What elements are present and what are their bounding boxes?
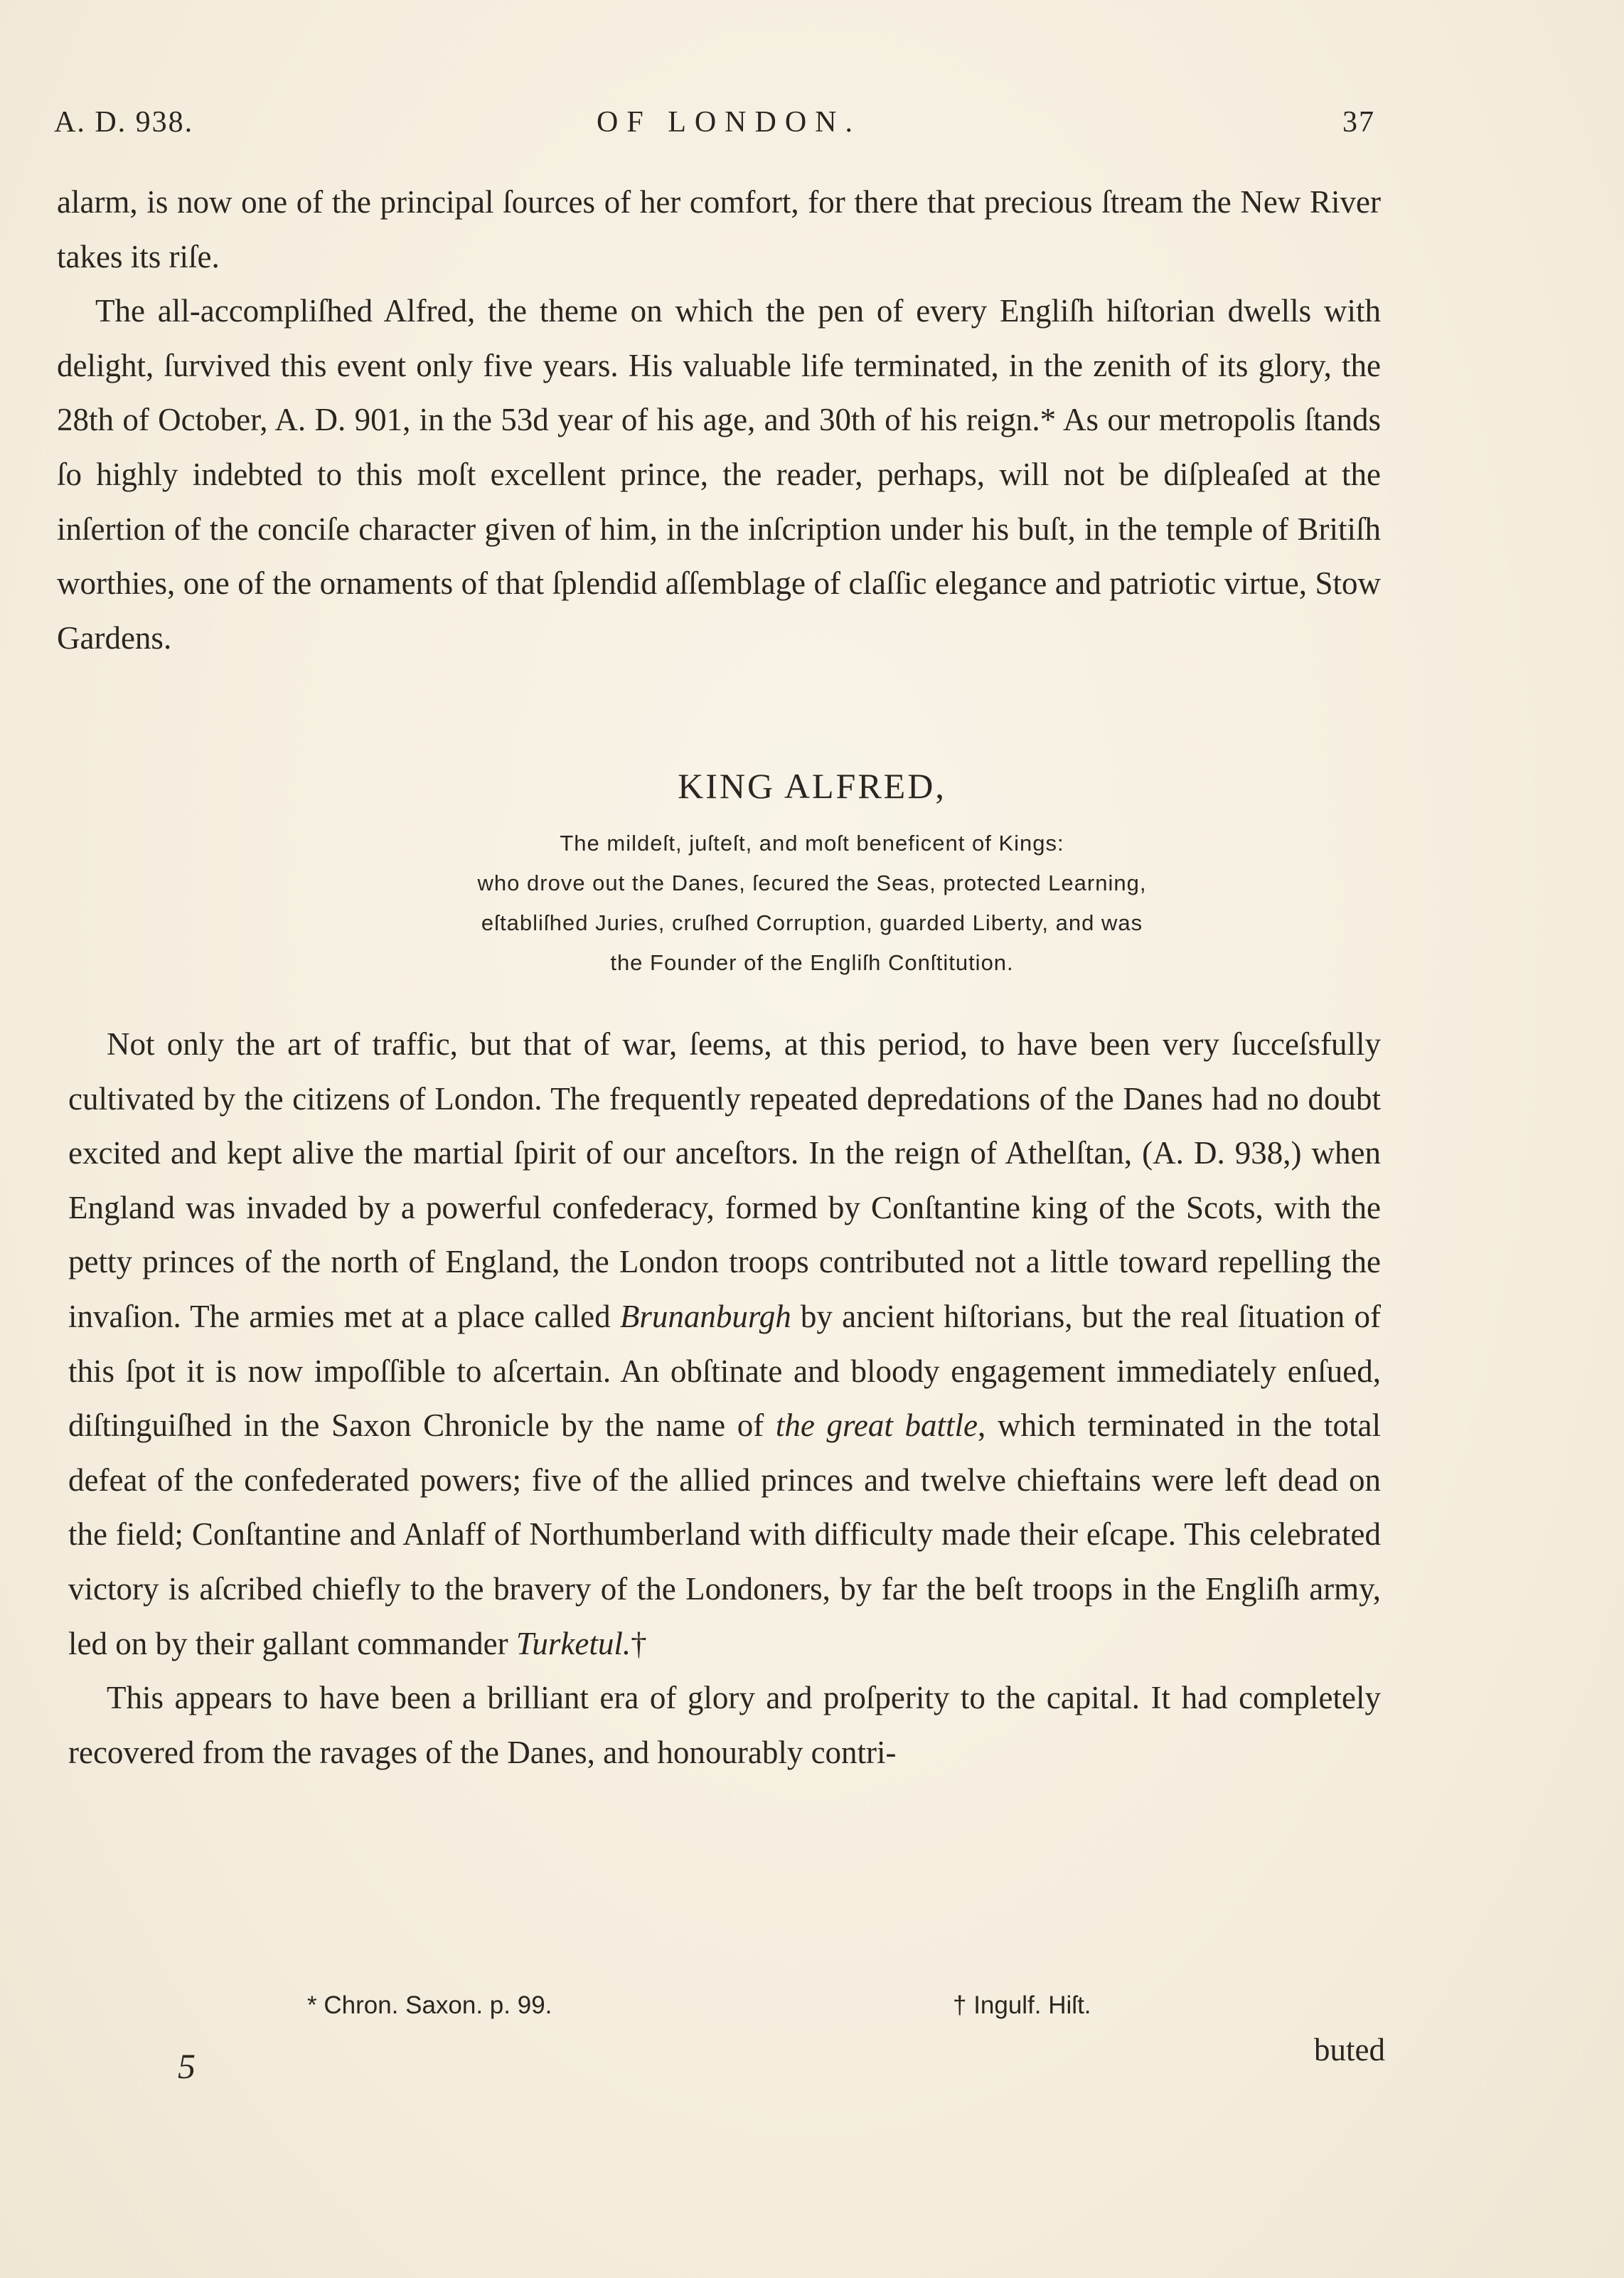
body-text-bottom [68,1017,1381,1779]
catchword: buted [1314,2032,1385,2067]
war-text-1: Not only the art of traffic, but that of war, ſeems, at this period, to have been very ſucceſsfully cultivated by the citizens of London. The frequently repeated depredations of the Danes had no doubt excited and kept alive the martial ſpirit of our anceſtors. In the reign of Athelſtan, (A. D. 938,) when England was invaded by a powerful confederacy, formed by Conſtantine king of the Scots, with the petty princes of the north of England, the London troops contributed not a little toward repelling the invaſion. The armies met at a place called [68,1026,1381,1334]
war-text-2: by ancient hiſtorians, but the real ſituation of this ſpot it is now impoſſible to aſcertain. An obſtinate and bloody engagement immediately enſued, diſtinguiſhed in the Saxon Chronicle by the name of [68,1298,1381,1444]
place-name: Brunanburgh [619,1298,791,1334]
footnote-chron-saxon: * Chron. Saxon. p. 99. [307,1991,552,2019]
body-text-top [57,175,1381,665]
paragraph-new-river: alarm, is now one of the principal ſources of her comfort, for there that precious ſtream the New River takes its riſe. [57,184,1381,275]
war-text-3: , which terminated in the total defeat of the confederated powers; five of the allied princes and twelve chieftains were left dead on the field; Conſtantine and Anlaff of Northumberland with difficulty made their eſcape. This celebrated victory is aſcribed chiefly to the bravery of the Londoners, by far the beſt troops in the Engliſh army, led on by their gallant commander [68,1407,1381,1661]
footnote-ingulf: † Ingulf. Hiſt. [953,1991,1091,2019]
inscription-line: the Founder of the Engliſh Conſtitution. [610,950,1014,975]
paragraph-era: This appears to have been a brilliant era of glory and proſperity to the capital. It had completely recovered from the ravages of the Danes, and honourably contri- [68,1680,1381,1770]
inscription-block [0,761,1624,983]
footnote-ref-dagger: † [631,1625,647,1661]
paragraph-war [68,1017,1381,1671]
inscription-line: who drove out the Danes, ſecured the Seas, protected Learning, [477,871,1147,895]
inscription-title: KING ALFRED, [678,766,946,806]
commander-name: Turketul. [515,1625,631,1661]
paragraph-alfred: The all-accompliſhed Alfred, the theme on which the pen of every Engliſh hiſtorian dwells with delight, ſurvived this event only five years. His valuable life terminated, in the zenith of its glory, the 28th of October, A. D. 901, in the 53d year of his age, and 30th of his reign.* As our metropolis ſtands ſo highly indebted to this moſt excellent prince, the reader, perhaps, will not be diſpleaſed at the inſertion of the conciſe character given of him, in the inſcription under his buſt, in the temple of Britiſh worthies, one of the ornaments of that ſplendid aſſemblage of claſſic elegance and patriotic virtue, Stow Gardens. [57,293,1381,656]
page-number: 37 [1342,106,1375,139]
battle-name: the great battle [775,1407,978,1444]
header-title: OF LONDON. [597,106,861,139]
inscription-line: The mildeſt, juſteſt, and moſt beneficent of Kings: [560,831,1064,856]
running-header [54,105,1375,148]
signature-mark: 5 [178,2046,196,2086]
inscription-line: eſtabliſhed Juries, cruſhed Corruption, guarded Liberty, and was [481,910,1143,935]
header-date: A. D. 938. [54,106,194,139]
